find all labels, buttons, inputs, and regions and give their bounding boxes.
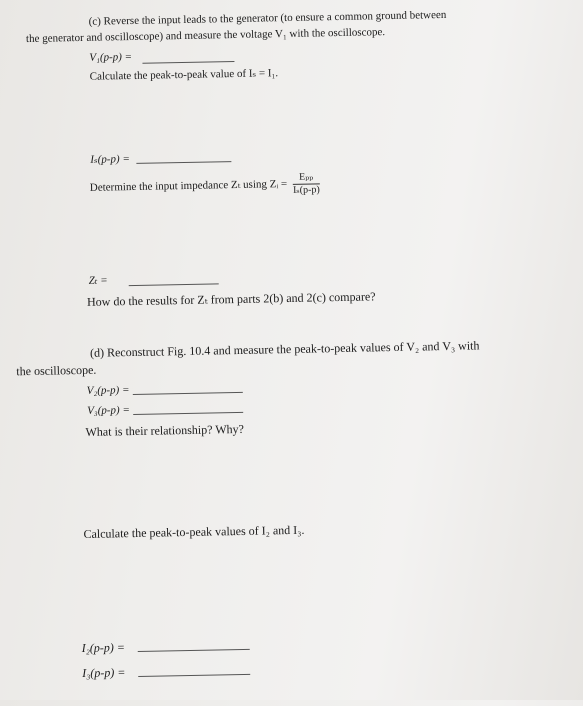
v3-answer-blank[interactable] [133,412,243,415]
v1-label: V₁(p-p) = [89,50,133,64]
calc-peak-is: Calculate the peak-to-peak value of Iₛ = I₁. [89,67,279,83]
part-c-heading: (c) Reverse the input leads to the generator (to ensure a common ground between [88,8,447,28]
v2-label: V₂(p-p) = [86,384,130,397]
calc-peak-i2-i3: Calculate the peak-to-peak values of I₂ and I₃. [83,522,305,541]
i3-answer-blank[interactable] [138,674,250,677]
v2-answer-blank[interactable] [133,392,243,395]
zt-answer-blank[interactable] [129,283,219,286]
part-d-heading-cont: the oscilloscope. [16,362,97,379]
part-c-heading-cont: the generator and oscilloscope) and measure the voltage V₁ with the oscilloscope. [25,26,386,46]
i2-label: I₂(p-p) = [81,640,126,656]
impedance-text-label: Determine the input impedance Zₜ using Zᵢ = [89,178,288,194]
is-label: Iₛ(p-p) = [90,153,130,166]
i3-label: I₃(p-p) = [82,665,126,681]
compare-question: How do the results for Zₜ from parts 2(b) and 2(c) compare? [86,289,376,309]
i2-answer-blank[interactable] [138,649,250,652]
relationship-question: What is their relationship? Why? [85,421,245,439]
v1-answer-blank[interactable] [142,61,234,64]
impedance-fraction [293,172,320,196]
zt-label: Zₜ = [88,274,108,287]
is-answer-blank[interactable] [136,161,231,164]
impedance-text [90,172,320,199]
fraction-numerator: Eₚₚ [293,172,320,185]
v3-label: V₃(p-p) = [87,404,130,417]
part-d-heading: (d) Reconstruct Fig. 10.4 and measure the peak-to-peak values of V₂ and V₃ with [89,338,480,360]
fraction-denominator: Iₛ(p-p) [292,184,320,196]
